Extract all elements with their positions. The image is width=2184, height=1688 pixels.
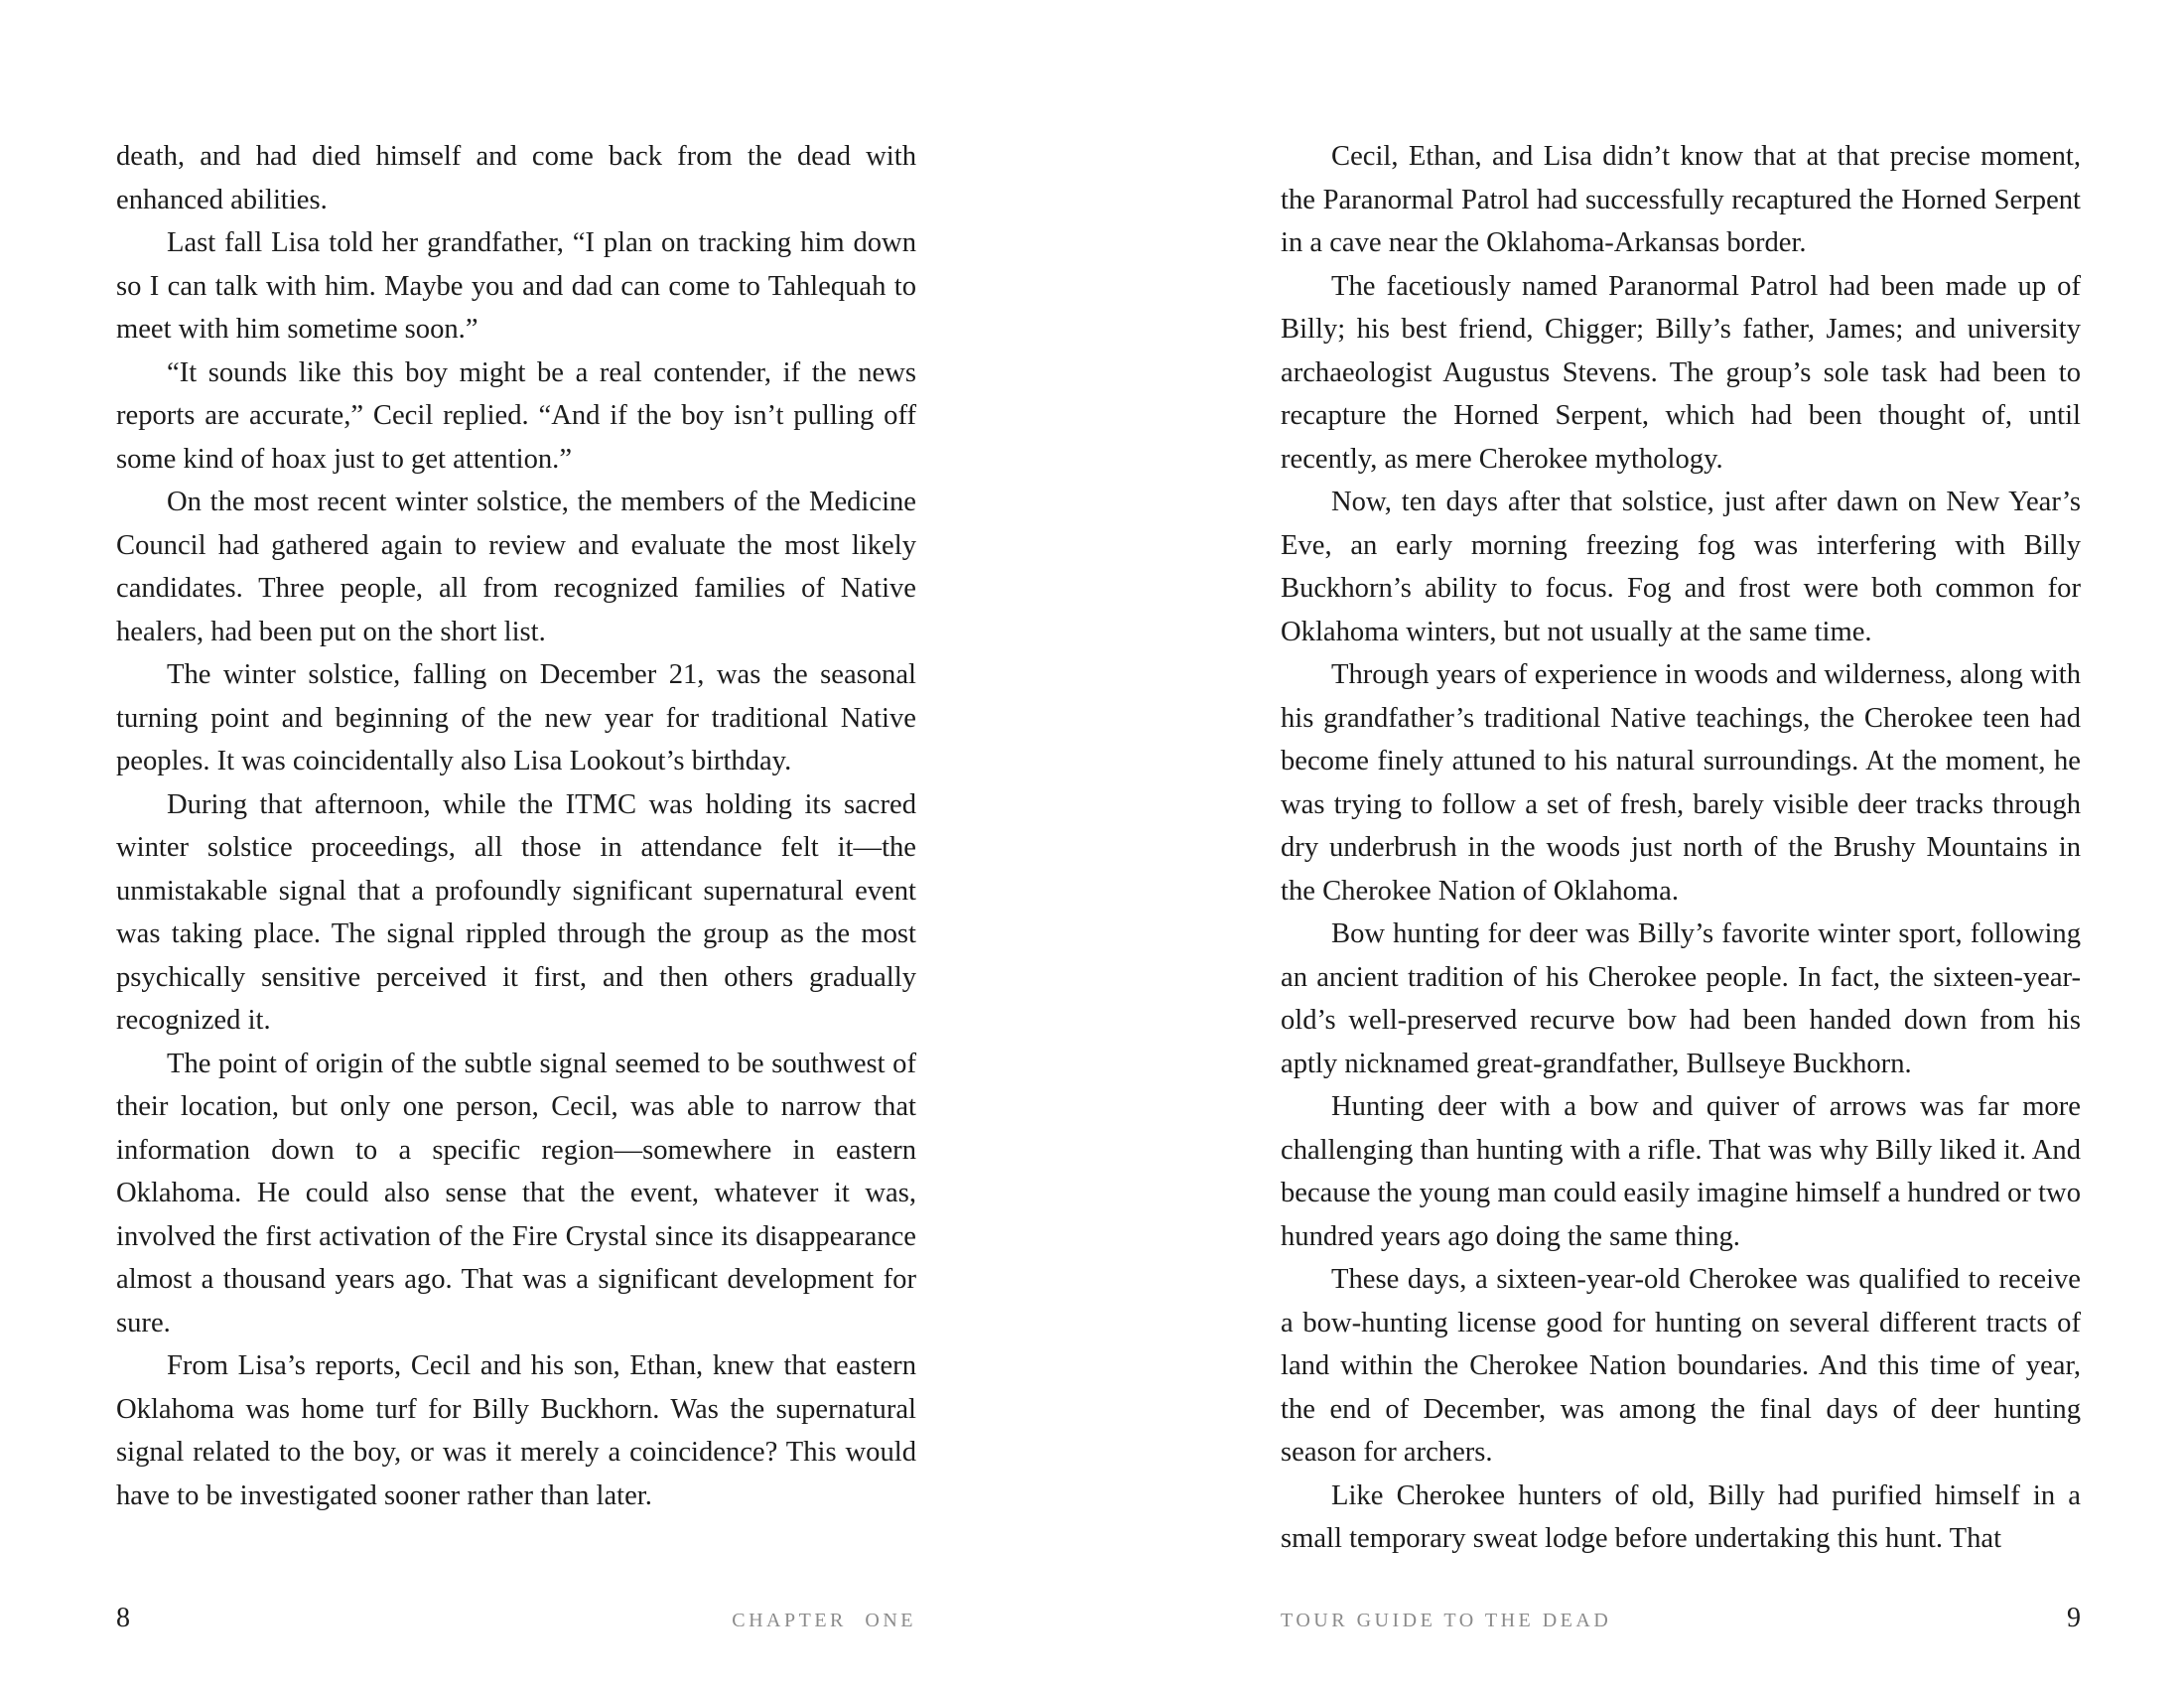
paragraph: Bow hunting for deer was Billy’s favorite winter sport, following an ancient tradition of his Cherokee people. In fact, the sixteen-year-old’s well-preserved recurve bow had been handed down from his aptly nicknamed great-grandfather, Bullseye Buckhorn. (1281, 918, 2081, 1079)
paragraph: Hunting deer with a bow and quiver of arrows was far more challenging than hunting with a rifle. That was why Billy liked it. And because the young man could easily imagine himself a hundred or two hundred years ago doing the same thing. (1281, 1091, 2081, 1252)
paragraph: During that afternoon, while the ITMC was holding its sacred winter solstice proceedings, all those in attendance felt it—the unmistakable signal that a profoundly significant supernatural event was taking place. The signal rippled through the group as the most psychically sensitive perceived it first, and then others gradually recognized it. (116, 788, 916, 1036)
right-page-body (1281, 135, 2081, 1561)
paragraph: Now, ten days after that solstice, just after dawn on New Year’s Eve, an early morning freezing fog was interfering with Billy Buckhorn’s ability to focus. Fog and frost were both common for Oklahoma winters, but not usually at the same time. (1281, 487, 2081, 647)
paragraph: Cecil, Ethan, and Lisa didn’t know that at that precise moment, the Paranormal Patrol had successfully recaptured the Horned Serpent in a cave near the Oklahoma-Arkansas border. (1281, 141, 2081, 258)
right-page-footer (1281, 1599, 2081, 1638)
paragraph: From Lisa’s reports, Cecil and his son, Ethan, knew that eastern Oklahoma was home turf for Billy Buckhorn. Was the supernatural signal related to the boy, or was it merely a coincidence? This would have to be investigated sooner rather than later. (116, 1350, 916, 1511)
running-head-chapter: CHAPTER ONE (732, 1610, 916, 1631)
paragraph: Like Cherokee hunters of old, Billy had purified himself in a small temporary sweat lodge before undertaking this hunt. That (1281, 1479, 2081, 1554)
left-page-body (116, 135, 916, 1517)
paragraph: The facetiously named Paranormal Patrol had been made up of Billy; his best friend, Chigger; Billy’s father, James; and university archaeologist Augustus Stevens. The group’s sole task had been to recapture the Horned Serpent, which had been thought of, until recently, as mere Cherokee mythology. (1281, 270, 2081, 475)
page-number: 9 (2067, 1603, 2081, 1633)
running-head-title: TOUR GUIDE TO THE DEAD (1281, 1610, 1612, 1631)
paragraph: On the most recent winter solstice, the members of the Medicine Council had gathered again to review and evaluate the most likely candidates. Three people, all from recognized families of Native healers, had been put on the short list. (116, 487, 916, 647)
paragraph: Last fall Lisa told her grandfather, “I plan on tracking him down so I can talk with him. Maybe you and dad can come to Tahlequah to meet with him sometime soon.” (116, 227, 916, 345)
paragraph: These days, a sixteen-year-old Cherokee was qualified to receive a bow-hunting license good for hunting on several different tracts of land within the Cherokee Nation boundaries. And this time of year, the end of December, was among the final days of deer hunting season for archers. (1281, 1264, 2081, 1468)
left-page-footer (116, 1599, 916, 1638)
paragraph: death, and had died himself and come back from the dead with enhanced abilities. (116, 141, 916, 215)
right-page (1092, 0, 2184, 1688)
paragraph: Through years of experience in woods and wilderness, along with his grandfather’s traditional Native teachings, the Cherokee teen had become finely attuned to his natural surroundings. At the moment, he was trying to follow a set of fresh, barely visible deer tracks through dry underbrush in the woods just north of the Brushy Mountains in the Cherokee Nation of Oklahoma. (1281, 659, 2081, 907)
paragraph: The winter solstice, falling on December 21, was the seasonal turning point and beginning of the new year for traditional Native peoples. It was coincidentally also Lisa Lookout’s birthday. (116, 659, 916, 776)
paragraph: “It sounds like this boy might be a real contender, if the news reports are accurate,” Cecil replied. “And if the boy isn’t pulling off some kind of hoax just to get attention.” (116, 356, 916, 475)
paragraph: The point of origin of the subtle signal seemed to be southwest of their location, but only one person, Cecil, was able to narrow that information down to a specific region—somewhere in eastern Oklahoma. He could also sense that the event, whatever it was, involved the first activation of the Fire Crystal since its disappearance almost a thousand years ago. That was a significant development for sure. (116, 1048, 916, 1338)
page-number: 8 (116, 1603, 130, 1633)
